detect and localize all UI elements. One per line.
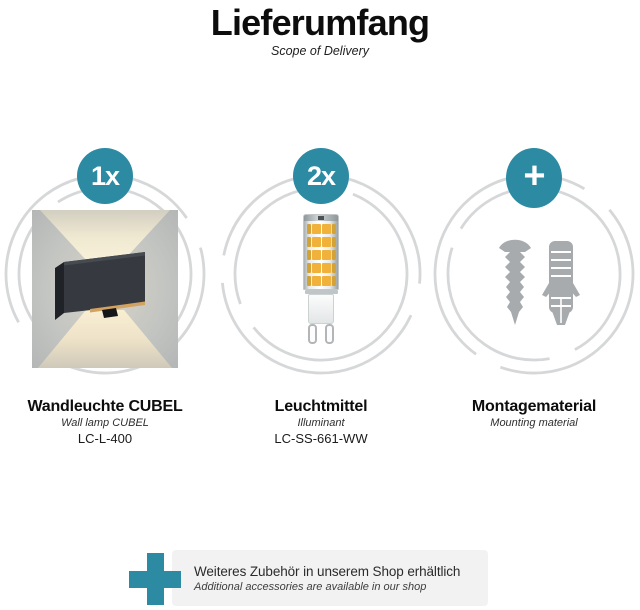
bulb-pins bbox=[308, 324, 334, 344]
footer-title: Weiteres Zubehör in unserem Shop erhältlich bbox=[194, 563, 461, 579]
item-code: LC-L-400 bbox=[77, 431, 133, 446]
bulb-ceramic-base bbox=[308, 294, 334, 324]
wall-plug-icon bbox=[542, 241, 580, 325]
footer-note-box bbox=[172, 550, 488, 606]
item-illuminant bbox=[216, 140, 426, 470]
quantity-badge: 1x bbox=[77, 148, 133, 204]
item-wall-lamp bbox=[0, 140, 210, 470]
bulb-body bbox=[303, 214, 339, 290]
item-title: Montagematerial bbox=[471, 398, 597, 415]
screw-and-wall-plug-icon bbox=[497, 235, 581, 327]
bulb-pin-loop bbox=[325, 324, 334, 344]
page-title: Lieferumfang bbox=[210, 2, 430, 43]
screw-icon bbox=[499, 240, 531, 252]
g9-led-bulb-graphic bbox=[303, 214, 339, 344]
bulb-pin-loop bbox=[308, 324, 317, 344]
page-subtitle: Scope of Delivery bbox=[271, 44, 369, 58]
wall-lamp-photo bbox=[32, 210, 178, 368]
item-subtitle: Illuminant bbox=[297, 417, 345, 429]
item-subtitle: Mounting material bbox=[490, 417, 578, 429]
item-mounting-material bbox=[429, 140, 639, 470]
item-code: LC-SS-661-WW bbox=[274, 431, 368, 446]
lamp-side-face bbox=[55, 262, 64, 320]
item-subtitle: Wall lamp CUBEL bbox=[61, 417, 149, 429]
footer-subtitle: Additional accessories are available in our shop bbox=[194, 580, 427, 593]
item-title: Leuchtmittel bbox=[274, 398, 368, 415]
item-title: Wandleuchte CUBEL bbox=[27, 398, 183, 415]
plus-badge: + bbox=[506, 148, 562, 208]
plus-icon bbox=[129, 553, 181, 605]
quantity-badge: 2x bbox=[293, 148, 349, 204]
bulb-cap bbox=[304, 215, 338, 221]
